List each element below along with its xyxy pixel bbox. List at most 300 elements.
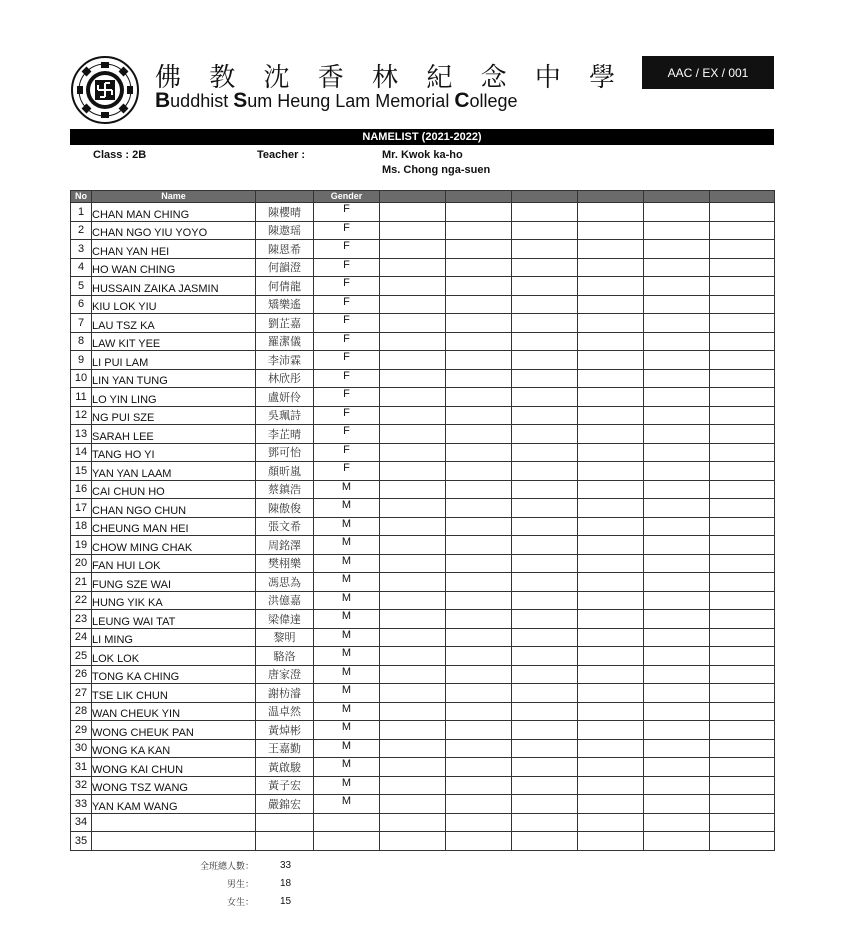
blank-cell [710,277,775,296]
summary-girls-label: 女生： [226,897,254,908]
student-chinese-name: 林欣彤 [256,369,314,388]
blank-cell [578,221,644,240]
blank-cell [644,739,710,758]
student-number: 19 [71,536,92,555]
blank-cell [644,221,710,240]
table-row [71,295,775,314]
student-name: CAI CHUN HO [92,480,256,499]
blank-cell [380,684,446,703]
blank-cell [380,332,446,351]
student-number: 8 [71,332,92,351]
blank-cell [446,351,512,370]
student-chinese-name: 温卓然 [256,702,314,721]
blank-cell [380,240,446,259]
student-chinese-name: 黃啟駿 [256,758,314,777]
blank-cell [446,443,512,462]
student-chinese-name: 嚴錦宏 [256,795,314,814]
student-gender [314,813,380,832]
blank-cell [446,480,512,499]
table-row [71,517,775,536]
student-gender: F [314,369,380,388]
blank-cell [380,351,446,370]
blank-cell [644,573,710,592]
blank-cell [710,758,775,777]
blank-cell [446,425,512,444]
student-name: HUSSAIN ZAIKA JASMIN [92,277,256,296]
table-row [71,758,775,777]
student-number: 34 [71,813,92,832]
student-number: 4 [71,258,92,277]
student-gender: F [314,240,380,259]
blank-cell [380,665,446,684]
student-gender: F [314,314,380,333]
student-gender: M [314,665,380,684]
blank-cell [710,258,775,277]
blank-cell [644,647,710,666]
blank-cell [512,554,578,573]
student-chinese-name: 黎明 [256,628,314,647]
table-row [71,258,775,277]
blank-cell [512,684,578,703]
blank-cell [446,721,512,740]
blank-cell [578,332,644,351]
student-number: 31 [71,758,92,777]
blank-cell [446,813,512,832]
blank-cell [644,721,710,740]
blank-cell [644,832,710,851]
blank-cell [578,517,644,536]
table-row [71,332,775,351]
student-chinese-name [256,813,314,832]
blank-cell [710,369,775,388]
student-number: 9 [71,351,92,370]
blank-cell [644,776,710,795]
blank-cell [380,369,446,388]
summary-total-label: 全班總人數： [199,861,254,872]
blank-cell [710,702,775,721]
class-summary [180,856,340,910]
blank-cell [710,628,775,647]
blank-cell [578,591,644,610]
blank-cell [578,499,644,518]
student-gender: M [314,573,380,592]
blank-cell [512,832,578,851]
school-name-english: Buddhist Sum Heung Lam Memorial College [155,89,518,112]
student-gender: F [314,277,380,296]
blank-cell [578,351,644,370]
summary-total-value: 33 [280,859,292,871]
blank-cell [380,739,446,758]
student-gender: M [314,721,380,740]
blank-cell [710,203,775,222]
blank-cell [710,813,775,832]
blank-cell [644,295,710,314]
blank-cell [710,499,775,518]
student-number: 6 [71,295,92,314]
student-chinese-name: 黃子宏 [256,776,314,795]
table-row [71,388,775,407]
student-number: 32 [71,776,92,795]
student-number: 17 [71,499,92,518]
student-chinese-name: 王嘉勤 [256,739,314,758]
blank-cell [644,203,710,222]
student-name: LIN YAN TUNG [92,369,256,388]
blank-cell [446,406,512,425]
blank-cell [512,295,578,314]
blank-cell [380,314,446,333]
blank-cell [380,499,446,518]
table-row [71,832,775,851]
blank-cell [710,351,775,370]
blank-cell [644,258,710,277]
blank-cell [380,832,446,851]
blank-cell [578,480,644,499]
blank-cell [710,314,775,333]
table-row [71,702,775,721]
blank-cell [446,702,512,721]
blank-cell [380,647,446,666]
blank-cell [512,517,578,536]
table-row [71,240,775,259]
student-gender: F [314,203,380,222]
blank-cell [446,295,512,314]
blank-cell [512,628,578,647]
table-row [71,369,775,388]
table-row [71,813,775,832]
student-gender: M [314,610,380,629]
blank-cell [380,554,446,573]
blank-cell [644,499,710,518]
table-row [71,351,775,370]
blank-cell [710,221,775,240]
blank-cell [380,517,446,536]
blank-cell [446,499,512,518]
student-chinese-name: 黃焯彬 [256,721,314,740]
blank-cell [512,758,578,777]
blank-cell [380,406,446,425]
student-chinese-name: 駱洛 [256,647,314,666]
school-logo [70,55,140,125]
student-gender [314,832,380,851]
student-name: TSE LIK CHUN [92,684,256,703]
student-name: NG PUI SZE [92,406,256,425]
blank-cell [644,702,710,721]
blank-cell [446,758,512,777]
blank-cell [644,480,710,499]
blank-cell [512,480,578,499]
blank-cell [446,221,512,240]
table-row [71,610,775,629]
blank-cell [578,813,644,832]
student-chinese-name: 何倩龍 [256,277,314,296]
header-blank [512,191,578,203]
student-number: 13 [71,425,92,444]
school-name-chinese: 佛 教 沈 香 林 紀 念 中 學 [155,63,626,93]
summary-total-row [180,856,340,874]
student-number: 3 [71,240,92,259]
blank-cell [512,240,578,259]
summary-girls-value: 15 [280,895,292,907]
blank-cell [446,647,512,666]
student-number: 29 [71,721,92,740]
blank-cell [644,277,710,296]
blank-cell [710,443,775,462]
blank-cell [710,776,775,795]
student-gender: M [314,591,380,610]
student-name: WONG KA KAN [92,739,256,758]
blank-cell [710,332,775,351]
header-blank [446,191,512,203]
student-chinese-name: 盧妍伶 [256,388,314,407]
student-number: 16 [71,480,92,499]
student-gender: M [314,554,380,573]
teacher-name-1: Mr. Kwok ka-ho [382,149,463,161]
blank-cell [578,425,644,444]
student-chinese-name: 李沛霖 [256,351,314,370]
blank-cell [380,203,446,222]
blank-cell [578,240,644,259]
blank-cell [512,665,578,684]
blank-cell [512,702,578,721]
student-name: TONG KA CHING [92,665,256,684]
blank-cell [512,739,578,758]
table-row [71,573,775,592]
blank-cell [644,314,710,333]
namelist-title: NAMELIST (2021-2022) [70,129,774,145]
class-label: Class : 2B [93,149,147,161]
summary-boys-label: 男生： [226,879,254,890]
student-gender: F [314,221,380,240]
student-gender: M [314,739,380,758]
blank-cell [710,425,775,444]
student-name: SARAH LEE [92,425,256,444]
student-chinese-name: 陳傲俊 [256,499,314,518]
blank-cell [512,499,578,518]
blank-cell [710,480,775,499]
blank-cell [380,536,446,555]
blank-cell [578,258,644,277]
student-chinese-name: 張文希 [256,517,314,536]
student-name [92,813,256,832]
blank-cell [380,425,446,444]
student-number: 27 [71,684,92,703]
student-name: WONG CHEUK PAN [92,721,256,740]
blank-cell [578,462,644,481]
blank-cell [578,721,644,740]
teacher-label: Teacher : [257,149,306,161]
blank-cell [644,610,710,629]
blank-cell [380,776,446,795]
blank-cell [446,739,512,758]
blank-cell [710,832,775,851]
blank-cell [578,295,644,314]
student-number: 12 [71,406,92,425]
blank-cell [512,221,578,240]
blank-cell [446,554,512,573]
blank-cell [644,388,710,407]
blank-cell [446,277,512,296]
student-number: 33 [71,795,92,814]
student-number: 15 [71,462,92,481]
student-gender: M [314,795,380,814]
blank-cell [380,610,446,629]
blank-cell [710,647,775,666]
student-chinese-name: 周銘澤 [256,536,314,555]
student-name: LOK LOK [92,647,256,666]
blank-cell [380,813,446,832]
header-chinese-name [256,191,314,203]
blank-cell [578,314,644,333]
summary-girls-row [180,892,340,910]
blank-cell [710,295,775,314]
blank-cell [710,573,775,592]
student-name: CHAN MAN CHING [92,203,256,222]
student-chinese-name: 洪億嘉 [256,591,314,610]
blank-cell [578,536,644,555]
blank-cell [578,406,644,425]
table-row [71,721,775,740]
blank-cell [710,554,775,573]
student-chinese-name: 鄧可怡 [256,443,314,462]
blank-cell [512,425,578,444]
blank-cell [578,388,644,407]
student-chinese-name: 唐家澄 [256,665,314,684]
table-row [71,406,775,425]
student-gender: M [314,702,380,721]
blank-cell [710,462,775,481]
blank-cell [380,480,446,499]
blank-cell [578,776,644,795]
student-name: CHAN YAN HEI [92,240,256,259]
table-row [71,684,775,703]
student-chinese-name: 陳恩希 [256,240,314,259]
blank-cell [710,665,775,684]
student-chinese-name: 謝枋濬 [256,684,314,703]
blank-cell [578,443,644,462]
student-gender: F [314,443,380,462]
student-chinese-name: 矯樂遙 [256,295,314,314]
blank-cell [446,684,512,703]
table-row [71,443,775,462]
blank-cell [644,406,710,425]
student-chinese-name: 吳珮詩 [256,406,314,425]
blank-cell [380,277,446,296]
blank-cell [512,277,578,296]
student-chinese-name: 梁偉達 [256,610,314,629]
blank-cell [710,721,775,740]
student-gender: F [314,388,380,407]
student-name: LI MING [92,628,256,647]
table-header-row [71,191,775,203]
table-row [71,665,775,684]
blank-cell [380,388,446,407]
student-gender: F [314,406,380,425]
student-number: 10 [71,369,92,388]
blank-cell [644,628,710,647]
blank-cell [710,536,775,555]
student-name: WAN CHEUK YIN [92,702,256,721]
student-name: HUNG YIK KA [92,591,256,610]
blank-cell [578,573,644,592]
blank-cell [578,702,644,721]
student-number: 23 [71,610,92,629]
blank-cell [644,240,710,259]
student-number: 28 [71,702,92,721]
blank-cell [446,258,512,277]
blank-cell [644,443,710,462]
header-blank [644,191,710,203]
blank-cell [446,665,512,684]
table-row [71,499,775,518]
blank-cell [578,739,644,758]
table-row [71,462,775,481]
table-row [71,480,775,499]
blank-cell [578,554,644,573]
blank-cell [578,610,644,629]
blank-cell [446,795,512,814]
student-name: LAU TSZ KA [92,314,256,333]
blank-cell [644,536,710,555]
table-row [71,795,775,814]
blank-cell [512,351,578,370]
blank-cell [446,462,512,481]
student-number: 7 [71,314,92,333]
blank-cell [578,628,644,647]
blank-cell [512,813,578,832]
blank-cell [578,684,644,703]
student-number: 11 [71,388,92,407]
student-number: 35 [71,832,92,851]
student-number: 26 [71,665,92,684]
student-chinese-name: 何韻澄 [256,258,314,277]
blank-cell [644,517,710,536]
student-chinese-name: 陳櫻晴 [256,203,314,222]
blank-cell [380,795,446,814]
blank-cell [446,573,512,592]
blank-cell [512,314,578,333]
header-name: Name [92,191,256,203]
blank-cell [446,388,512,407]
table-row [71,203,775,222]
student-chinese-name: 馮思為 [256,573,314,592]
blank-cell [380,462,446,481]
blank-cell [710,739,775,758]
blank-cell [446,332,512,351]
student-chinese-name: 李芷晴 [256,425,314,444]
student-gender: M [314,647,380,666]
blank-cell [512,610,578,629]
blank-cell [710,591,775,610]
student-name: WONG TSZ WANG [92,776,256,795]
student-number: 18 [71,517,92,536]
header-blank [578,191,644,203]
student-gender: F [314,332,380,351]
student-name: LO YIN LING [92,388,256,407]
table-row [71,554,775,573]
blank-cell [710,684,775,703]
blank-cell [512,332,578,351]
blank-cell [380,721,446,740]
blank-cell [380,221,446,240]
blank-cell [512,369,578,388]
student-name: HO WAN CHING [92,258,256,277]
blank-cell [380,758,446,777]
blank-cell [644,684,710,703]
blank-cell [512,443,578,462]
student-number: 1 [71,203,92,222]
student-chinese-name: 顏昕嵐 [256,462,314,481]
blank-cell [446,369,512,388]
